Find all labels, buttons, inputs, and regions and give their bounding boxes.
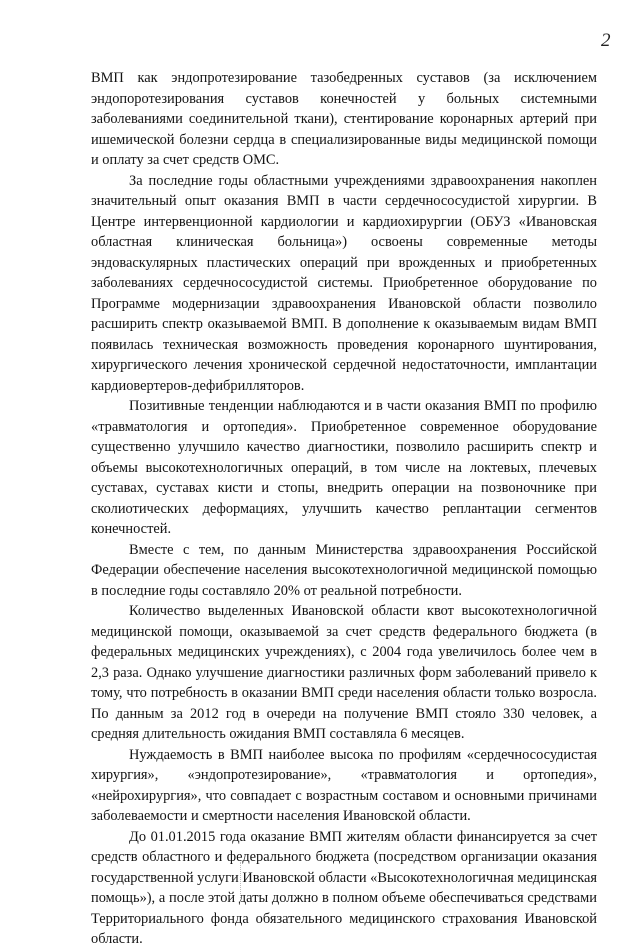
paragraph-6: Нуждаемость в ВМП наиболее высока по профилям «сердечнососудистая хирургия», «эндопротезирование», «травматология и ортопедия», «нейрохирургия», что совпадает с возрастным составом и основными причинами заболеваемости и смертности населения Ивановской области. xyxy=(91,746,597,824)
page-number: 2 xyxy=(601,30,611,51)
paragraph-1: ВМП как эндопротезирование тазобедренных суставов (за исключением эндопоротезирования суставов конечностей у больных системными заболеваниями соединительной ткани), стентирование коронарных артерий при ишемической болезни сердца в специализированные виды медицинской помощи и оплату за счет средств ОМС. xyxy=(91,70,597,168)
paragraph-3: Позитивные тенденции наблюдаются и в части оказания ВМП по профилю «травматология и ортопедия». Приобретенное современное оборудование существенно улучшило качество диагностики, позволило расширить спектр и объемы высокотехнологичных операций, в том числе на локтевых, плечевых суставах, суставах кисти и стопы, внедрить операции на позвоночнике при сколиотических деформациях, улучшить качество реплантации сегментов конечностей. xyxy=(91,398,597,537)
paragraph-2: За последние годы областными учреждениями здравоохранения накоплен значительный опыт оказания ВМП в части сердечнососудистой хирургии. В Центре интервенционной кардиологии и кардиохирургии (ОБУЗ «Ивановская областная клиническая больница») освоены современные методы эндоваскулярных пластических операций при врожденных и приобретенных заболеваниях сердечнососудистой системы. Приобретенное оборудование по Программе модернизации здравоохранения Ивановской области позволило расширить спектр оказываемой ВМП. В дополнение к оказываемым видам ВМП появилась техническая возможность проведения коронарного шунтирования, хирургического лечения хронической сердечной недостаточности, имплантации кардиовертеров-дефибрилляторов. xyxy=(91,172,597,394)
paragraph-4: Вместе с тем, по данным Министерства здравоохранения Российской Федерации обеспечение населения высокотехнологичной медицинской помощью в последние годы составляло 20% от реальной потребности. xyxy=(91,541,597,599)
paragraph-7: До 01.01.2015 года оказание ВМП жителям области финансируется за счет средств областного и федерального бюджета (посредством организации оказания государственной услуги Ивановской области «Высокотехнологичная медицинская помощь»), а после этой даты должно в полном объеме обеспечиваться средствами Территориального фонда обязательного медицинского страхования Ивановской области. xyxy=(91,828,597,947)
document-body xyxy=(91,68,597,950)
paragraph-5: Количество выделенных Ивановской области квот высокотехнологичной медицинской помощи, оказываемой за счет средств федерального бюджета (в федеральных медицинских учреждениях), с 2004 года увеличилось более чем в 2,3 раза. Однако улучшение диагностики различных форм заболеваний привело к тому, что потребность в оказании ВМП среди населения области только возросла. По данным за 2012 год в очереди на получение ВМП стояло 330 человек, а средняя длительность ожидания ВМП составляла 6 месяцев. xyxy=(91,603,597,742)
scan-artifact-line xyxy=(240,862,242,902)
